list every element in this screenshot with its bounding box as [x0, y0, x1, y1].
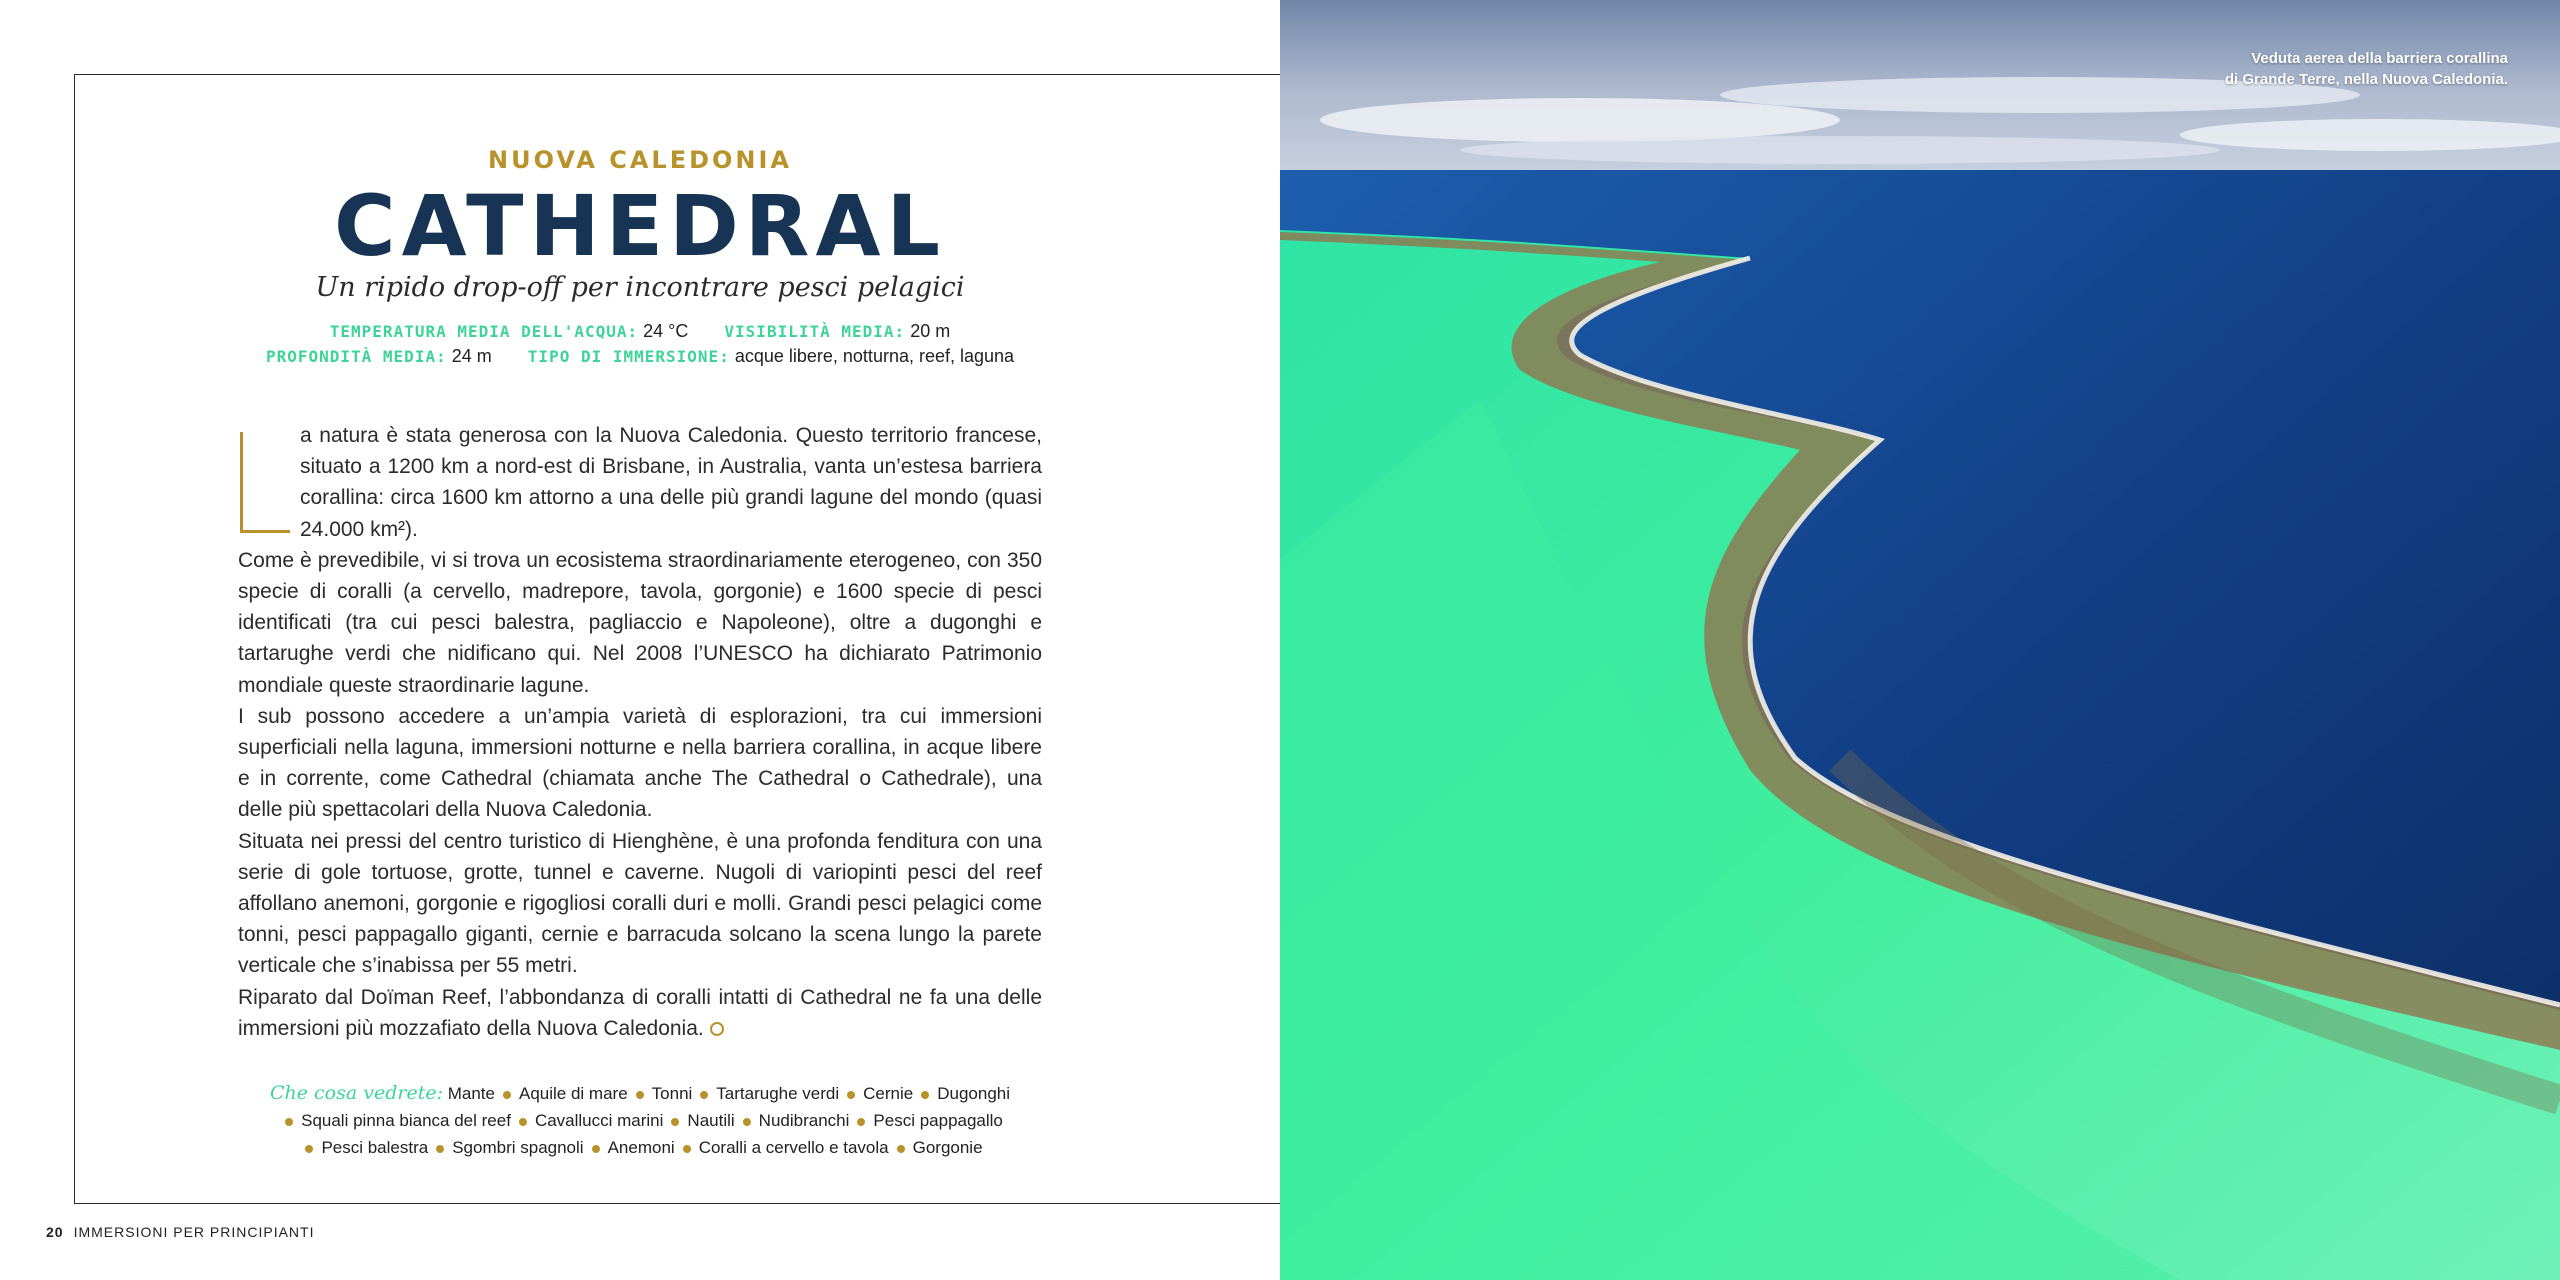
- photo-caption: [2225, 48, 2508, 90]
- caption-line-1: Veduta aerea della barriera corallina: [2251, 50, 2508, 67]
- sighting-item: Pesci pappagallo: [873, 1111, 1003, 1130]
- visibility-value: 20 m: [910, 321, 951, 341]
- bullet-icon: [305, 1145, 313, 1153]
- facts-row-2: [0, 346, 1280, 367]
- sighting-item: Mante: [447, 1084, 495, 1103]
- sighting-item: Pesci balestra: [321, 1138, 429, 1157]
- facts-row-1: [0, 321, 1280, 342]
- sighting-item: Nudibranchi: [758, 1111, 850, 1130]
- reef-illustration: [1280, 0, 2560, 1280]
- sighting-item: Dugonghi: [937, 1084, 1011, 1103]
- bullet-icon: [592, 1145, 600, 1153]
- temp-label: TEMPERATURA MEDIA DELL'ACQUA:: [329, 322, 639, 341]
- bullet-icon: [636, 1091, 644, 1099]
- sighting-item: Cernie: [863, 1084, 914, 1103]
- paragraph-4: Situata nei pressi del centro turistico di Hienghène, è una profonda fenditura con una serie di gole tortuose, grotte, tunnel e caverne. Nugoli di variopinti pesci del reef affollano anemoni, gorgonie e rigogliosi coralli duri e molli. Grandi pesci pelagici come tonni, pesci pappagallo giganti, cernie e barracuda solcano la scena lungo la parete verticale che s’inabissa per 55 metri.: [238, 829, 1042, 978]
- drop-cap: [238, 424, 294, 538]
- sighting-item: Nautili: [687, 1111, 735, 1130]
- bullet-icon: [519, 1118, 527, 1126]
- paragraph-2: Come è prevedibile, vi si trova un ecosistema straordinariamente eterogeneo, con 350 specie di coralli (a cervello, madrepore, tavola, gorgonie) e 1600 specie di pesci identificati (tra cui pesci balestra, pagliaccio e Napoleone), oltre a dugonghi e tartarughe verdi che nidificano qui. Nel 2008 l’UNESCO ha dichiarato Patrimonio mondiale queste straordinarie lagune.: [238, 548, 1042, 697]
- sighting-item: Tartarughe verdi: [716, 1084, 840, 1103]
- bullet-icon: [847, 1091, 855, 1099]
- bullet-icon: [683, 1145, 691, 1153]
- section-name: IMMERSIONI PER PRINCIPIANTI: [73, 1224, 315, 1240]
- sighting-item: Squali pinna bianca del reef: [301, 1111, 511, 1130]
- bullet-icon: [743, 1118, 751, 1126]
- dive-type-value: acque libere, notturna, reef, laguna: [734, 346, 1015, 366]
- article-body: [238, 420, 1042, 1044]
- sightings-line-1: [0, 1080, 1280, 1107]
- page-number: 20: [46, 1224, 64, 1240]
- dive-type-label: TIPO DI IMMERSIONE:: [527, 347, 730, 366]
- bullet-icon: [857, 1118, 865, 1126]
- caption-line-2: di Grande Terre, nella Nuova Caledonia.: [2224, 71, 2508, 88]
- paragraph-5: [238, 982, 1042, 1044]
- sighting-item: Gorgonie: [912, 1138, 983, 1157]
- depth-label: PROFONDITÀ MEDIA:: [265, 347, 447, 366]
- sighting-item: Coralli a cervello e tavola: [698, 1138, 889, 1157]
- bullet-icon: [285, 1118, 293, 1126]
- bullet-icon: [921, 1091, 929, 1099]
- bullet-icon: [671, 1118, 679, 1126]
- aerial-photo: [1280, 0, 2560, 1280]
- region-label: NUOVA CALEDONIA: [488, 146, 792, 174]
- sighting-item: Cavallucci marini: [534, 1111, 664, 1130]
- sightings-label: Che cosa vedrete:: [269, 1082, 443, 1104]
- page-footer: [46, 1224, 315, 1240]
- bullet-icon: [436, 1145, 444, 1153]
- sighting-item: Anemoni: [607, 1138, 675, 1157]
- bullet-icon: [503, 1091, 511, 1099]
- visibility-label: VISIBILITÀ MEDIA:: [724, 322, 906, 341]
- temp-value: 24 °C: [643, 321, 689, 341]
- page-subtitle: Un ripido drop-off per incontrare pesci pelagici: [315, 272, 965, 303]
- paragraph-3: I sub possono accedere a un’ampia varietà di esplorazioni, tra cui immersioni superficiali nella laguna, immersioni notturne e nella barriera corallina, in acque libere e in corrente, come Cathedral (chiamata anche The Cathedral o Cathedrale), una delle più spettacolari della Nuova Caledonia.: [238, 704, 1042, 822]
- sighting-item: Aquile di mare: [518, 1084, 628, 1103]
- sightings-line-2: [0, 1107, 1280, 1134]
- bullet-icon: [897, 1145, 905, 1153]
- sightings-line-3: [0, 1134, 1280, 1161]
- page-title: CATHEDRAL: [333, 177, 947, 275]
- end-mark-icon: [710, 1022, 724, 1036]
- sighting-item: Tonni: [651, 1084, 693, 1103]
- paragraph-5-text: Riparato dal Doïman Reef, l’abbondanza di coralli intatti di Cathedral ne fa una delle immersioni più mozzafiato della Nuova Caledonia.: [238, 985, 1042, 1040]
- paragraph-1: a natura è stata generosa con la Nuova Caledonia. Questo territorio francese, situato a 1200 km a nord-est di Brisbane, in Australia, vanta un’estesa barriera corallina: circa 1600 km attorno a una delle più grandi lagune del mondo (quasi 24.000 km²).: [300, 424, 1042, 541]
- sighting-item: Sgombri spagnoli: [452, 1138, 584, 1157]
- bullet-icon: [700, 1091, 708, 1099]
- depth-value: 24 m: [451, 346, 492, 366]
